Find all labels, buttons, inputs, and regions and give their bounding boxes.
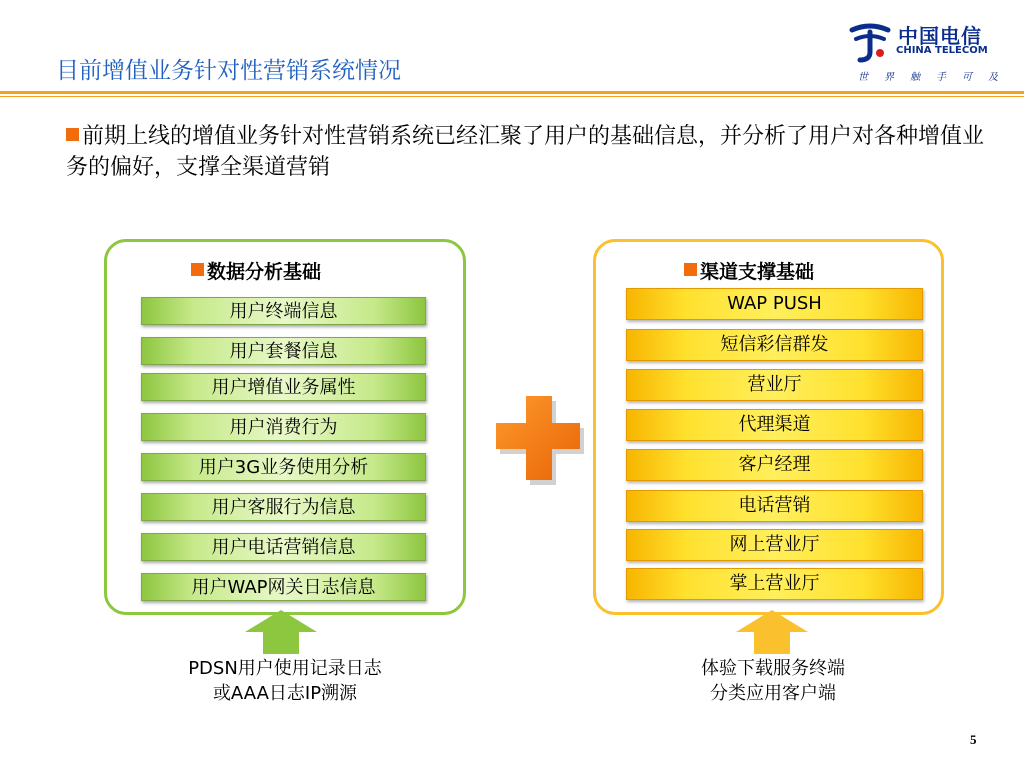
channel-support-panel: [593, 239, 944, 615]
title-underline-thin: [0, 96, 1024, 97]
intro-bullet: [66, 121, 986, 183]
channel-item: 短信彩信群发: [626, 329, 923, 361]
slide-title: 目前增值业务针对性营销系统情况: [56, 58, 401, 84]
left-source-caption: [150, 656, 420, 706]
caption-line: PDSN用户使用记录日志: [188, 658, 382, 679]
channel-item: 电话营销: [626, 490, 923, 522]
logo-slogan: 世界触手可及: [858, 72, 1014, 83]
bullet-square-icon: [66, 128, 79, 141]
channel-item: WAP PUSH: [626, 288, 923, 320]
data-analysis-panel: [104, 239, 466, 615]
data-item: 用户消费行为: [141, 413, 426, 441]
caption-line: 体验下载服务终端: [701, 658, 845, 679]
data-item: 用户电话营销信息: [141, 533, 426, 561]
channel-item: 代理渠道: [626, 409, 923, 441]
plus-icon: [482, 386, 592, 496]
logo-name-en: CHINA TELECOM: [896, 45, 988, 56]
channel-item: 营业厅: [626, 369, 923, 401]
title-underline: [0, 91, 1024, 94]
panel-heading-right: [684, 257, 814, 284]
data-item: 用户WAP网关日志信息: [141, 573, 426, 601]
channel-item: 客户经理: [626, 449, 923, 481]
panel-heading-left: [191, 257, 321, 284]
heading-text: 数据分析基础: [207, 261, 322, 283]
data-item: 用户客服行为信息: [141, 493, 426, 521]
up-arrow-icon: [734, 608, 810, 656]
data-item: 用户3G业务使用分析: [141, 453, 426, 481]
caption-line: 分类应用客户端: [710, 683, 836, 704]
up-arrow-icon: [243, 608, 319, 656]
data-item: 用户增值业务属性: [141, 373, 426, 401]
caption-line: 或AAA日志IP溯源: [212, 683, 358, 704]
channel-item: 掌上营业厅: [626, 568, 923, 600]
china-telecom-logo: [836, 20, 1014, 86]
telecom-emblem-icon: [846, 20, 894, 64]
right-source-caption: [650, 656, 896, 706]
bullet-square-icon: [191, 263, 204, 276]
intro-text: 前期上线的增值业务针对性营销系统已经汇聚了用户的基础信息，并分析了用户对各种增值业务的偏好，支撑全渠道营销: [66, 124, 985, 180]
data-item: 用户套餐信息: [141, 337, 426, 365]
logo-name-cn: 中国电信: [898, 24, 982, 48]
page-number: 5: [970, 732, 977, 747]
bullet-square-icon: [684, 263, 697, 276]
data-item: 用户终端信息: [141, 297, 426, 325]
channel-item: 网上营业厅: [626, 529, 923, 561]
heading-text: 渠道支撑基础: [700, 261, 815, 283]
